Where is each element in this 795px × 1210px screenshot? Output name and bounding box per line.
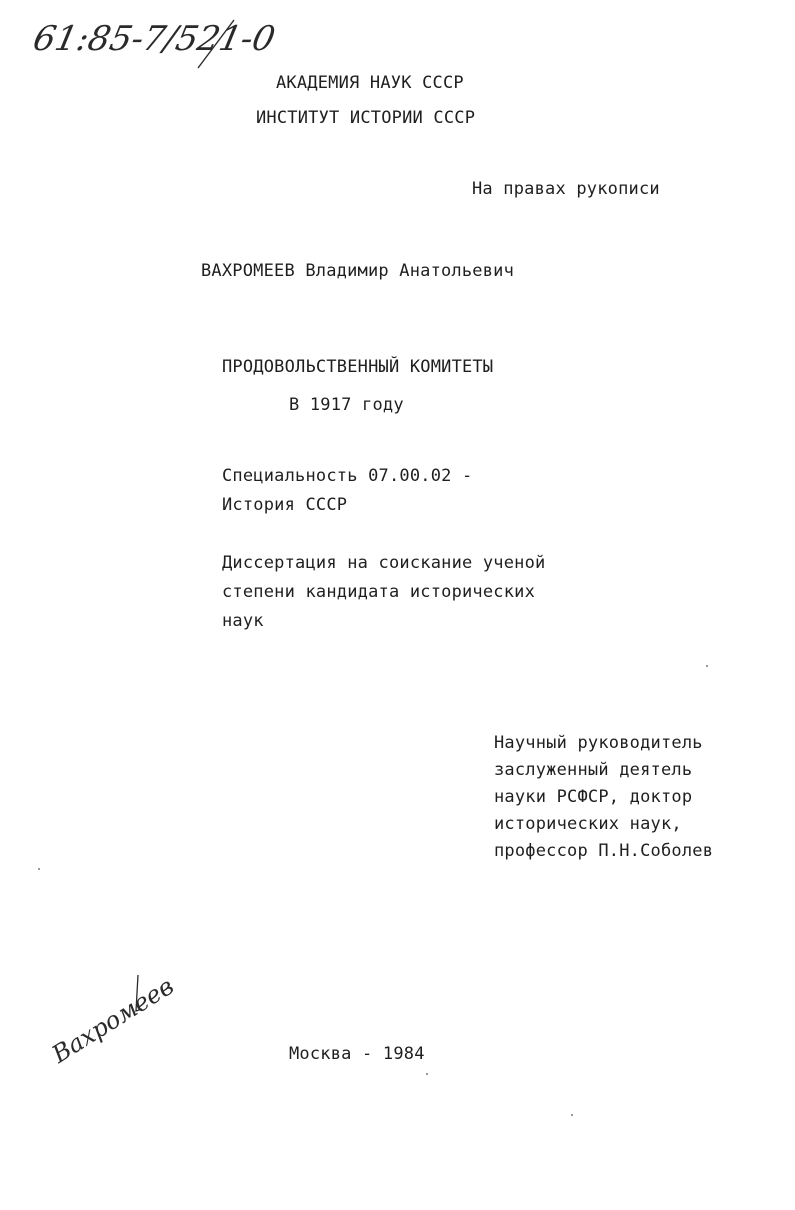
supervisor-line-3: науки РСФСР, доктор — [494, 787, 693, 807]
title-line-1: ПРОДОВОЛЬСТВЕННЫЙ КОМИТЕТЫ — [222, 357, 494, 377]
dissertation-line-3: наук — [222, 611, 264, 631]
supervisor-block — [494, 730, 713, 865]
call-number-text: 61:85-7/521-0 — [29, 19, 279, 59]
scan-speck — [706, 665, 708, 667]
supervisor-line-5: профессор П.Н.Соболев — [494, 841, 714, 861]
handwritten-signature — [40, 965, 179, 1075]
specialty-block — [222, 462, 472, 520]
dissertation-line-1: Диссертация на соискание ученой — [222, 553, 546, 573]
specialty-line-2: История СССР — [222, 495, 348, 515]
manuscript-note-block — [472, 175, 660, 204]
institute-name-block — [256, 104, 475, 133]
title-line-2: В 1917 году — [289, 395, 404, 415]
dissertation-line-2: степени кандидата исторических — [222, 582, 536, 602]
thesis-title-year — [289, 391, 404, 420]
scan-speck — [38, 868, 40, 870]
dissertation-block — [222, 549, 545, 636]
signature-text: Вахромеев — [47, 971, 179, 1069]
scan-speck — [426, 1073, 428, 1075]
supervisor-line-1: Научный руководитель — [494, 733, 703, 753]
supervisor-line-2: заслуженный деятель — [494, 760, 693, 780]
scan-speck — [571, 1114, 573, 1116]
place-year-block — [289, 1040, 425, 1069]
place-year: Москва - 1984 — [289, 1044, 425, 1064]
author-block — [201, 257, 514, 286]
institution-header — [276, 69, 464, 98]
handwritten-call-number — [29, 10, 318, 72]
manuscript-note: На правах рукописи — [472, 179, 660, 199]
author-name: ВАХРОМЕЕВ Владимир Анатольевич — [201, 261, 515, 281]
thesis-title — [222, 353, 493, 382]
supervisor-line-4: исторических наук, — [494, 814, 682, 834]
academy-name: АКАДЕМИЯ НАУК СССР — [276, 73, 464, 93]
specialty-line-1: Специальность 07.00.02 - — [222, 466, 473, 486]
institute-name: ИНСТИТУТ ИСТОРИИ СССР — [256, 108, 476, 128]
